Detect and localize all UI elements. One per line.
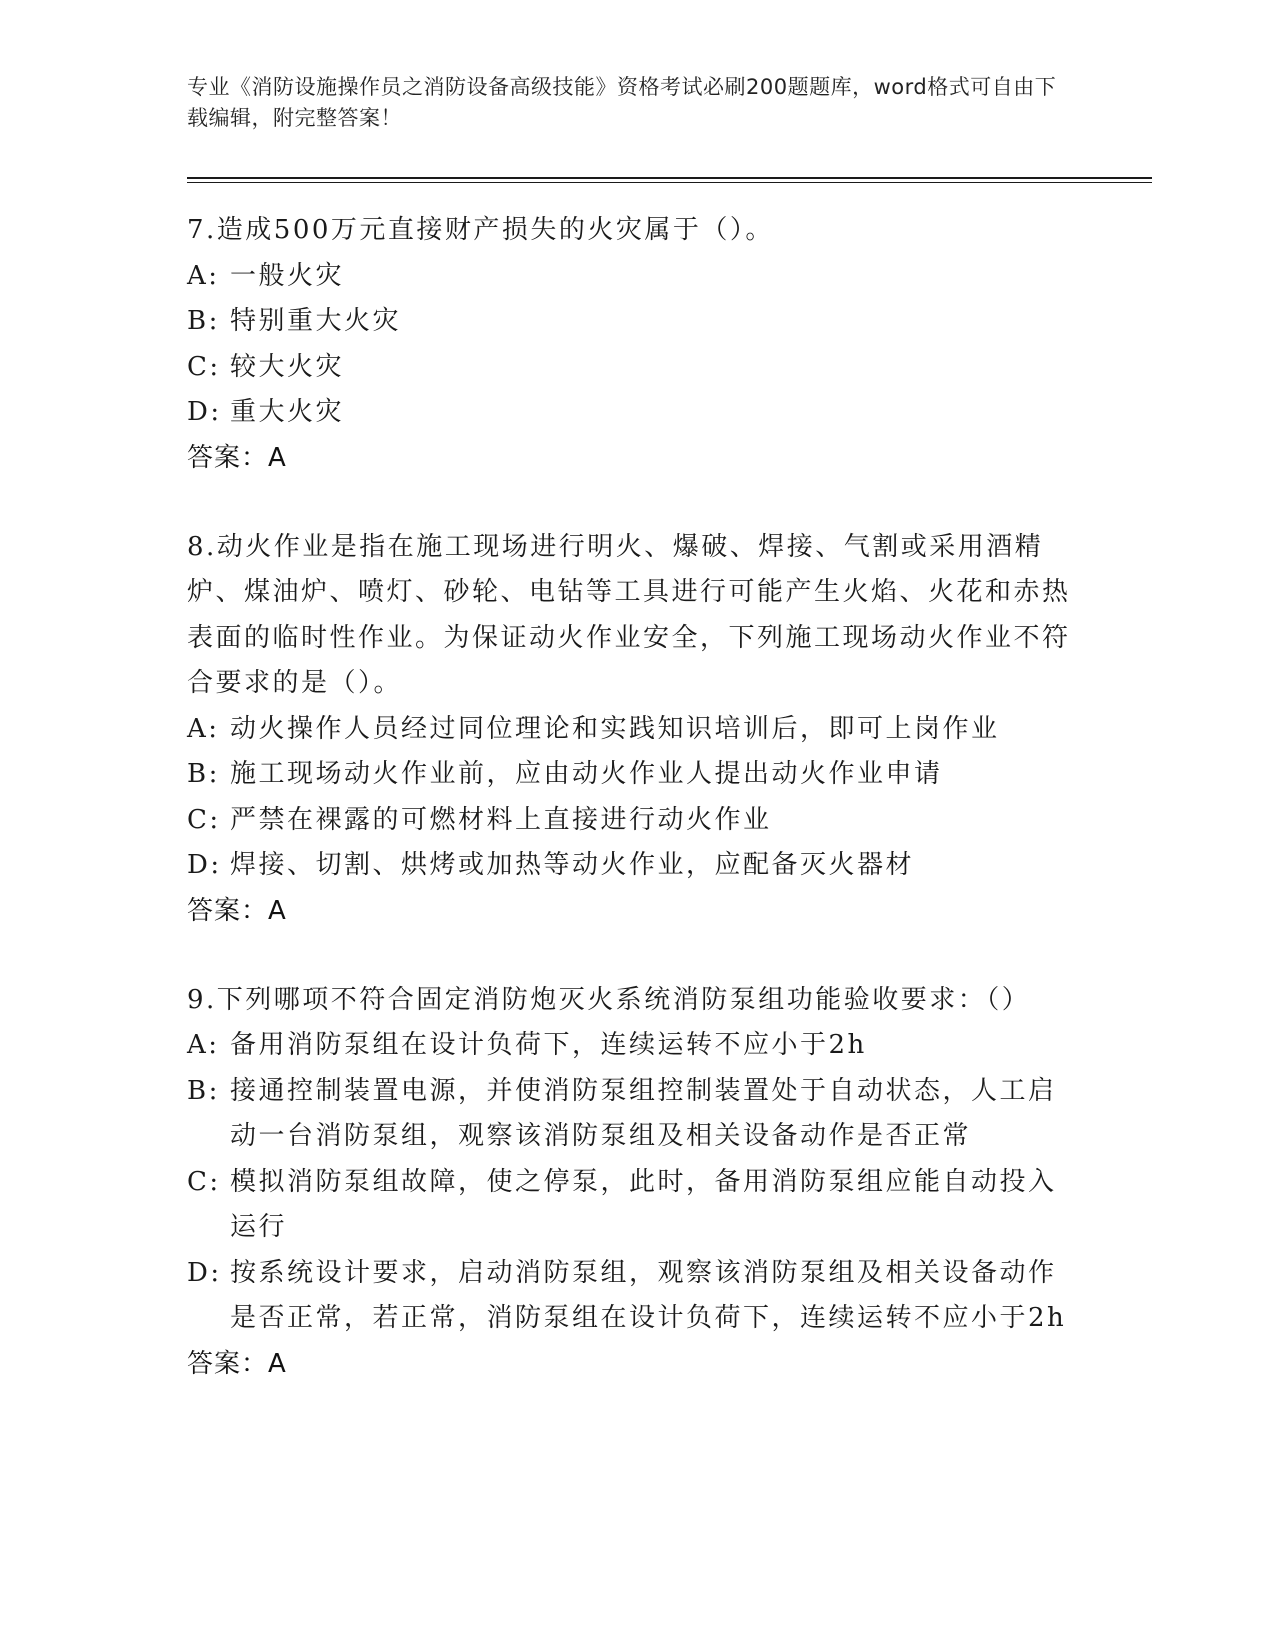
- option-key: A:: [187, 1030, 220, 1060]
- option-text: 模拟消防泵组故障，使之停泵，此时，备用消防泵组应能自动投入运行: [230, 1166, 1057, 1242]
- option-text: 按系统设计要求，启动消防泵组，观察该消防泵组及相关设备动作是否正常，若正常，消防泵组在设计负荷下，连续运转不应小于2h: [230, 1257, 1067, 1333]
- option-text: 动火操作人员经过同位理论和实践知识培训后，即可上岗作业: [230, 713, 1000, 744]
- option-b: [187, 752, 1072, 798]
- option-key: D:: [187, 850, 222, 880]
- option-a: [187, 254, 1072, 300]
- option-c: [187, 798, 1072, 844]
- option-d: [187, 390, 1072, 436]
- question-stem: 9.下列哪项不符合固定消防炮灭火系统消防泵组功能验收要求：（）: [187, 984, 1031, 1015]
- option-key: A:: [187, 260, 220, 291]
- option-a: [187, 1023, 1072, 1069]
- option-text: 备用消防泵组在设计负荷下，连续运转不应小于2h: [230, 1030, 867, 1060]
- option-key: A:: [187, 713, 220, 744]
- option-key: C:: [187, 351, 221, 382]
- answer-line: 答案：A: [187, 895, 287, 926]
- option-text: 焊接、切割、烘烤或加热等动火作业，应配备灭火器材: [230, 850, 915, 880]
- header-divider-thick: [187, 177, 1152, 179]
- answer-line: 答案：A: [187, 442, 287, 473]
- option-text: 接通控制装置电源，并使消防泵组控制装置处于自动状态，人工启动一台消防泵组，观察该消防泵组及相关设备动作是否正常: [230, 1075, 1057, 1151]
- option-key: B:: [187, 759, 220, 789]
- option-a: [187, 707, 1072, 753]
- option-text: 一般火灾: [230, 260, 345, 291]
- option-d: [187, 843, 1072, 889]
- question-list: [187, 208, 1072, 1431]
- option-text: 施工现场动火作业前，应由动火作业人提出动火作业申请: [230, 759, 943, 789]
- option-key: C:: [187, 804, 221, 835]
- option-d: [187, 1251, 1072, 1342]
- option-b: [187, 299, 1072, 345]
- question-7: [187, 208, 1072, 481]
- option-key: B:: [187, 306, 220, 336]
- option-key: C:: [187, 1166, 221, 1197]
- option-key: B:: [187, 1075, 220, 1106]
- question-stem: 8.动火作业是指在施工现场进行明火、爆破、焊接、气割或采用酒精炉、煤油炉、喷灯、砂轮、电钻等工具进行可能产生火焰、火花和赤热表面的临时性作业。为保证动火作业安全，下列施工现场动火作业不符合要求的是（）。: [187, 531, 1071, 698]
- option-c: [187, 1160, 1072, 1251]
- question-stem: 7.造成500万元直接财产损失的火灾属于（）。: [187, 215, 774, 245]
- answer-line: 答案：A: [187, 1348, 287, 1379]
- question-9: [187, 978, 1072, 1387]
- option-text: 较大火灾: [230, 351, 345, 382]
- option-key: D:: [187, 397, 222, 427]
- option-text: 严禁在裸露的可燃材料上直接进行动火作业: [230, 804, 772, 835]
- option-c: [187, 345, 1072, 391]
- question-8: [187, 525, 1072, 934]
- option-text: 重大火灾: [230, 397, 345, 427]
- option-text: 特别重大火灾: [230, 306, 402, 336]
- document-header: 专业《消防设施操作员之消防设备高级技能》资格考试必刷200题题库，word格式可自由下载编辑，附完整答案！: [187, 75, 1057, 130]
- option-key: D:: [187, 1257, 222, 1288]
- header-divider-thin: [187, 182, 1152, 183]
- option-b: [187, 1069, 1072, 1160]
